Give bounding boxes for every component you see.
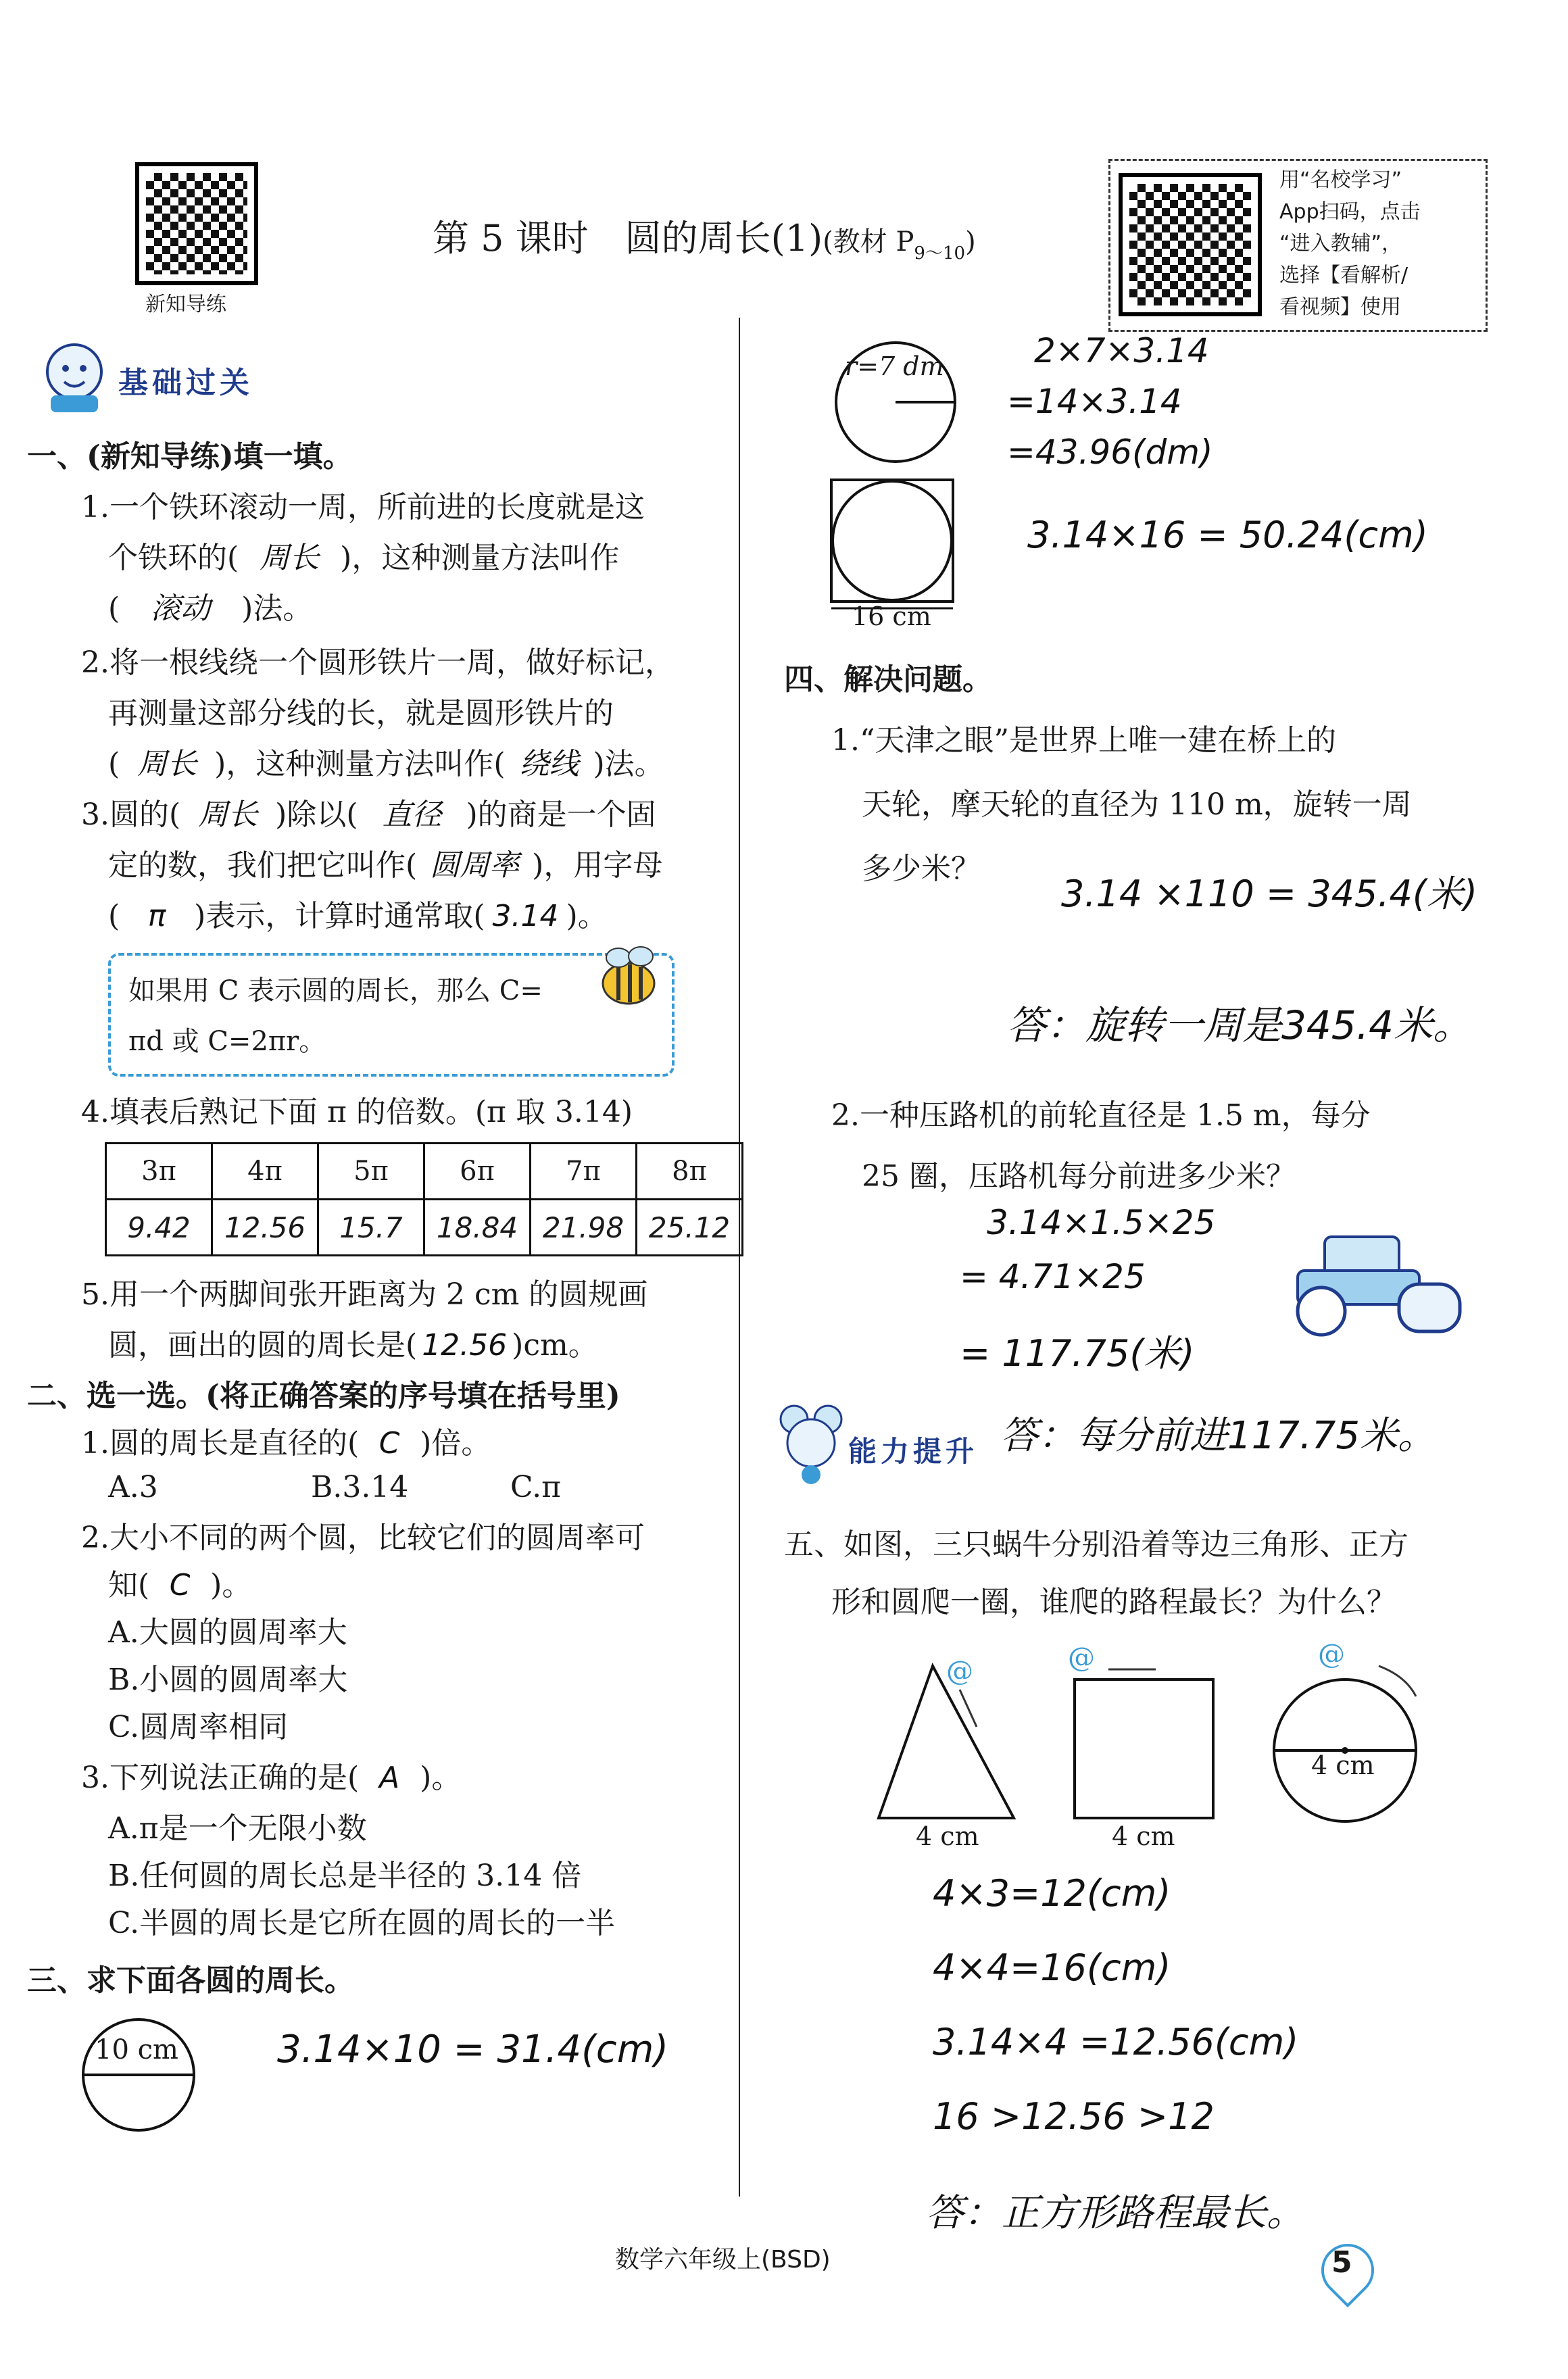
- s1-q5-line1: 5.用一个两脚间张开距离为 2 cm 的圆规画: [81, 1277, 648, 1312]
- text: 知(: [108, 1568, 150, 1602]
- table-answer-cell: 15.7: [318, 1200, 424, 1256]
- table-answer-cell: 9.42: [106, 1200, 212, 1256]
- section-4-heading: 四、解决问题。: [784, 662, 992, 697]
- snail-icon: @: [1068, 1642, 1095, 1673]
- qr-line: 选择【看解析/: [1279, 264, 1408, 287]
- s1-q3-line2: [108, 841, 662, 890]
- s1-q3-line1: [81, 791, 656, 839]
- s2-q1-option-a: A.3: [108, 1470, 158, 1504]
- text: )法。: [593, 747, 664, 781]
- s5-answer: 答：正方形路程最长。: [926, 2191, 1304, 2235]
- qr-right-instructions: [1279, 164, 1421, 323]
- lesson-title: [433, 210, 976, 264]
- s5-work-line4: 16 >12.56 >12: [933, 2095, 1215, 2138]
- table-answer-cell: 25.12: [637, 1200, 743, 1256]
- badge-basic: 基础过关: [118, 366, 253, 400]
- s1-q2-line3: [108, 740, 664, 789]
- table-header-cell: 8π: [637, 1144, 743, 1200]
- table-header-cell: 5π: [318, 1144, 424, 1200]
- handwritten-answer: 12.56: [422, 1328, 508, 1363]
- s1-q2-line2: 再测量这部分线的长，就是圆形铁片的: [108, 696, 614, 731]
- text: 个铁环的(: [108, 541, 239, 575]
- section-1-heading: 一、(新知导练)填一填。: [27, 439, 353, 474]
- text: )表示，计算时通常取(: [194, 899, 485, 933]
- s4-q2-line2: 25 圈，压路机每分前进多少米？: [862, 1159, 1296, 1194]
- s1-q2-line1: 2.将一根线绕一个圆形铁片一周，做好标记，: [81, 645, 675, 680]
- text: )。: [210, 1568, 252, 1602]
- footer-book-title: 数学六年级上(BSD): [615, 2246, 831, 2274]
- qr-code-left[interactable]: [135, 162, 258, 285]
- textbook-ref-end: ): [965, 226, 976, 257]
- handwritten-answer: C: [378, 1426, 400, 1461]
- table-header-cell: 7π: [531, 1144, 637, 1200]
- s1-q5-line2: [108, 1321, 598, 1370]
- table-header-row: [106, 1144, 743, 1200]
- s2-q1-option-c: C.π: [510, 1470, 562, 1504]
- qr-line: 用“名校学习”: [1279, 168, 1402, 192]
- textbook-ref: (教材 P: [823, 226, 914, 257]
- qr-right-panel: [1108, 159, 1488, 332]
- qr-code-right[interactable]: [1119, 173, 1262, 316]
- page-number: 5: [1331, 2245, 1352, 2280]
- handwritten-answer: 周长: [198, 798, 258, 832]
- text: )的商是一个固: [466, 798, 656, 832]
- circle3-work: 3.14×16 = 50.24(cm): [1027, 514, 1428, 556]
- s2-q2-line1: 2.大小不同的两个圆，比较它们的圆周率可: [81, 1521, 645, 1555]
- section-2-heading: 二、选一选。(将正确答案的序号填在括号里): [27, 1379, 620, 1413]
- square-side-label: 4 cm: [1112, 1821, 1175, 1851]
- text: )，这种测量方法叫作(: [214, 747, 506, 781]
- table-header-cell: 4π: [212, 1144, 318, 1200]
- s5-work-line1: 4×3=12(cm): [933, 1872, 1171, 1915]
- text: (: [108, 747, 120, 781]
- circle2-work-line3: =43.96(dm): [1007, 433, 1213, 472]
- square-side-label: 16 cm: [852, 602, 931, 631]
- mouse-mascot-icon: [770, 1399, 852, 1487]
- s1-q1-line2: [108, 534, 619, 583]
- section-5-heading-line2: 形和圆爬一圈，谁爬的路程最长？为什么？: [831, 1585, 1396, 1619]
- handwritten-answer: 绕线: [519, 747, 579, 781]
- s4-q1-line1: 1.“天津之眼”是世界上唯一建在桥上的: [831, 723, 1336, 758]
- lesson-title-text: 第 5 课时 圆的周长(1): [433, 217, 823, 260]
- s4-q1-line3: 多少米？: [862, 852, 981, 886]
- circle2-work-line1: 2×7×3.14: [1034, 331, 1209, 370]
- table-answer-cell: 18.84: [424, 1200, 531, 1256]
- s1-q4-text: 4.填表后熟记下面 π 的倍数。(π 取 3.14): [81, 1095, 633, 1129]
- s2-q1: [81, 1419, 491, 1468]
- s2-q3: [81, 1754, 461, 1802]
- handwritten-answer: π: [147, 899, 166, 933]
- s1-q3-line3: [108, 892, 608, 941]
- text: 3.圆的(: [81, 798, 181, 832]
- text: (: [108, 899, 120, 933]
- s2-q2-option-c: C.圆周率相同: [108, 1710, 289, 1744]
- s4-q1-work: 3.14 ×110 = 345.4(米): [1061, 873, 1478, 915]
- snail-icon: @: [946, 1656, 973, 1687]
- s2-q1-option-b: B.3.14: [311, 1470, 409, 1504]
- circle-diameter-label: 4 cm: [1311, 1750, 1375, 1780]
- s2-q2-option-b: B.小圆的圆周率大: [108, 1663, 348, 1697]
- circle-diameter-label: 10 cm: [95, 2034, 178, 2065]
- text: )法。: [241, 591, 313, 626]
- handwritten-answer: 直径: [382, 798, 442, 832]
- text: )，这种测量方法叫作: [340, 541, 620, 575]
- text: (: [108, 591, 120, 626]
- circle-in-square-figure: [825, 476, 966, 612]
- table-answer-cell: 21.98: [531, 1200, 637, 1256]
- s2-q2-option-a: A.大圆的圆周率大: [108, 1615, 347, 1650]
- s4-q2-work-line2: = 4.71×25: [960, 1257, 1146, 1296]
- textbook-pages: 9～10: [914, 243, 966, 264]
- text: 定的数，我们把它叫作(: [108, 848, 418, 883]
- s2-q3-option-a: A.π是一个无限小数: [108, 1811, 367, 1846]
- text: )，用字母: [532, 848, 663, 883]
- snail-icon: @: [1318, 1639, 1345, 1670]
- text: 1.圆的周长是直径的(: [81, 1426, 360, 1461]
- s5-work-line2: 4×4=16(cm): [933, 1946, 1171, 1989]
- table-header-cell: 3π: [106, 1144, 212, 1200]
- handwritten-answer: A: [379, 1761, 400, 1795]
- s4-q1-answer: 答：旋转一周是345.4米。: [1007, 1002, 1473, 1048]
- badge-advanced: 能力提升: [848, 1435, 979, 1468]
- bee-icon: [588, 943, 669, 1017]
- pi-multiples-table: [105, 1142, 743, 1256]
- s2-q2-line2: [108, 1561, 251, 1610]
- handwritten-answer: 周长: [260, 541, 320, 575]
- text: 3.下列说法正确的是(: [81, 1761, 360, 1795]
- section-3-heading: 三、求下面各圆的周长。: [27, 1963, 354, 1998]
- s1-q1-line1: 1.一个铁环滚动一周，所前进的长度就是这: [81, 490, 645, 524]
- text: )除以(: [275, 798, 358, 832]
- s4-q2-line1: 2.一种压路机的前轮直径是 1.5 m，每分: [831, 1098, 1371, 1133]
- s4-q2-answer: 答：每分前进117.75米。: [1000, 1414, 1436, 1458]
- section-5-heading-line1: 五、如图，三只蜗牛分别沿着等边三角形、正方: [784, 1527, 1408, 1562]
- handwritten-answer: 周长: [137, 747, 197, 781]
- s4-q2-work-line3: = 117.75(米): [960, 1332, 1195, 1375]
- qr-line: 看视频】使用: [1279, 295, 1401, 319]
- tip-line2: πd 或 C=2πr。: [128, 1026, 326, 1057]
- circle1-work: 3.14×10 = 31.4(cm): [277, 2028, 669, 2071]
- circle-figure-diameter: [68, 2014, 216, 2136]
- triangle-side-label: 4 cm: [916, 1821, 979, 1851]
- road-roller-icon: [1284, 1210, 1467, 1345]
- table-header-cell: 6π: [424, 1144, 531, 1200]
- handwritten-answer: 圆周率: [430, 848, 520, 883]
- s4-q1-line2: 天轮，摩天轮的直径为 110 m，旋转一周: [862, 787, 1412, 822]
- table-answer-row: [106, 1200, 743, 1256]
- qr-caption: 新知导练: [145, 293, 226, 316]
- handwritten-answer: 滚动: [151, 591, 211, 626]
- tip-line1: 如果用 C 表示圆的周长，那么 C=: [128, 975, 543, 1006]
- text: 圆，画出的圆的周长是(: [108, 1328, 418, 1363]
- circle-radius-label: r=7 dm: [845, 351, 944, 381]
- qr-line: “进入教辅”，: [1279, 232, 1402, 255]
- s4-q2-work-line1: 3.14×1.5×25: [987, 1203, 1216, 1242]
- handwritten-answer: 3.14: [492, 899, 559, 933]
- table-answer-cell: 12.56: [212, 1200, 318, 1256]
- text: )倍。: [420, 1426, 491, 1461]
- text: )cm。: [512, 1328, 598, 1363]
- s1-q1-line3: [108, 585, 312, 633]
- s5-work-line3: 3.14×4 =12.56(cm): [933, 2021, 1299, 2063]
- column-divider: [739, 318, 740, 2197]
- handwritten-answer: C: [169, 1568, 191, 1602]
- text: )。: [566, 899, 608, 933]
- text: )。: [420, 1761, 462, 1795]
- s2-q3-option-b: B.任何圆的周长总是半径的 3.14 倍: [108, 1859, 582, 1893]
- qr-line: App扫码，点击: [1279, 200, 1421, 224]
- mascot-icon: [30, 331, 118, 419]
- s2-q3-option-c: C.半圆的周长是它所在圆的周长的一半: [108, 1906, 616, 1940]
- circle2-work-line2: =14×3.14: [1007, 382, 1182, 421]
